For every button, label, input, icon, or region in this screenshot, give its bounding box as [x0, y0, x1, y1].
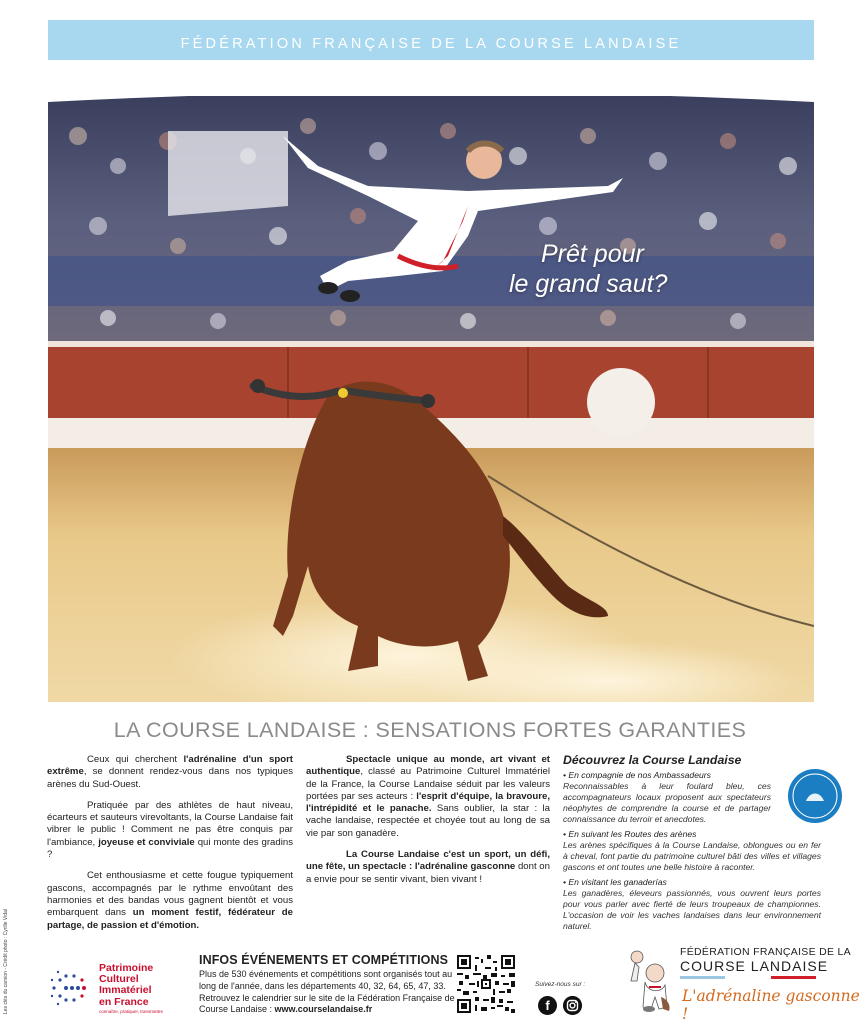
paragraph: Pratiquée par des athlètes de haut niveau, écarteurs et sauteurs virevoltants, la Course Landaise fait vibrer le public ! Comment ne pas être conquis par l'ambiance, joyeuse et conviviale qui monte des gradins ? — [47, 799, 293, 861]
qr-code-icon[interactable] — [457, 955, 515, 1013]
tagline-line1: Prêt pour — [541, 240, 644, 268]
tricolor-line — [680, 976, 816, 979]
text-column-1 — [47, 754, 293, 941]
paragraph: Cet enthousiasme et cette fougue typiquement gascons, accompagnés par le rythme envoûtant des harmonies et des bandas vous gagnent bientôt et vous embarquent dans un moment festif, fédérateur de partage, de passion et d'émotion. — [47, 870, 293, 931]
discover-item-ambassadors — [563, 770, 821, 825]
ffcl-mascot-icon — [625, 947, 675, 1013]
discover-item-ganaderias — [563, 877, 821, 932]
discover-title: Découvrez la Course Landaise — [563, 753, 742, 767]
facebook-icon[interactable]: f — [538, 996, 557, 1015]
tagline-line2: le grand saut? — [509, 270, 668, 298]
pci-subtitle: connaître, pratiquer, transmettre — [99, 1009, 164, 1014]
item-heading: • En suivant les Routes des arènes — [563, 829, 697, 840]
ffcl-slogan: L'adrénaline gasconne ! — [682, 987, 860, 1023]
events-info — [199, 953, 457, 1016]
item-text: Les arènes spécifiques à la Course Landaise, oblongues ou en fer à cheval, font partie du patrimoine culturel bâti des villes et villages gascons et ont toutes une belle histoire à raconter. — [563, 840, 821, 873]
photo-credit: Les clés du camion - Crédit photo : Cyrille Vidal — [3, 909, 9, 1014]
hero-photo — [48, 96, 814, 702]
text-column-2 — [306, 754, 550, 895]
website-link[interactable]: www.courselandaise.fr — [274, 1004, 373, 1015]
pci-logo-icon — [44, 966, 92, 1010]
instagram-icon[interactable] — [563, 996, 582, 1015]
events-title: INFOS ÉVÉNEMENTS ET COMPÉTITIONS — [199, 953, 449, 967]
article-headline: LA COURSE LANDAISE : SENSATIONS FORTES GARANTIES — [113, 718, 747, 742]
paragraph: La Course Landaise c'est un sport, un défi, une fête, un spectacle : l'adrénaline gasconne dont on a envie pour se sentir vivant, bien vivant ! — [306, 849, 550, 885]
ffcl-name-line2: COURSE LANDAISE — [680, 958, 829, 974]
item-text: Les ganadères, éleveurs passionnés, vous ouvrent leurs portes pour vous parler avec fierté de leurs troupeaux de championnes. L'occasion de voir les vaches landaises dans leur environnement naturel. — [563, 888, 821, 932]
paragraph: Ceux qui cherchent l'adrénaline d'un sport extrême, se donnent rendez-vous dans nos typiques arènes du Sud-Ouest. — [47, 754, 293, 790]
discover-column — [563, 754, 821, 936]
arena-jump-illustration — [48, 96, 814, 702]
events-text: Plus de 530 événements et compétitions sont organisés tout au long de l'année, dans les départements 40, 32, 64, 65, 47, 33. Retrouvez le calendrier sur le site de la Fédération Française de Course Landaise : www.courselandaise.fr — [199, 969, 455, 1015]
photo-arc-mask — [48, 60, 814, 110]
discover-item-routes — [563, 829, 821, 873]
banner-title: FÉDÉRATION FRANÇAISE DE LA COURSE LANDAISE — [180, 36, 682, 52]
follow-us-label: Suivez-nous sur : — [535, 981, 586, 988]
item-text: Reconnaissables à leur foulard bleu, ces accompagnateurs locaux proposent aux spectateurs néophytes de comprendre la course et de partager connaissance du terroir et anecdotes. — [563, 781, 771, 825]
item-heading: • En visitant les ganaderías — [563, 877, 667, 888]
pci-label: Patrimoine Culturel Immatériel en France — [99, 962, 154, 1008]
paragraph: Spectacle unique au monde, art vivant et authentique, classé au Patrimoine Culturel Immatériel de la France, la Course Landaise séduit par les valeurs portées par ses acteurs : l'esprit d'équipe, la bravoure, l'intrépidité et le panache. Sans oublier, la star : la vache landaise, respectée et choyée tout au long de sa vie par son ganadère. — [306, 754, 551, 839]
ambassador-badge-icon — [788, 769, 842, 823]
ffcl-name-line1: FÉDÉRATION FRANÇAISE DE LA — [680, 946, 851, 958]
item-heading: • En compagnie de nos Ambassadeurs — [563, 770, 711, 781]
